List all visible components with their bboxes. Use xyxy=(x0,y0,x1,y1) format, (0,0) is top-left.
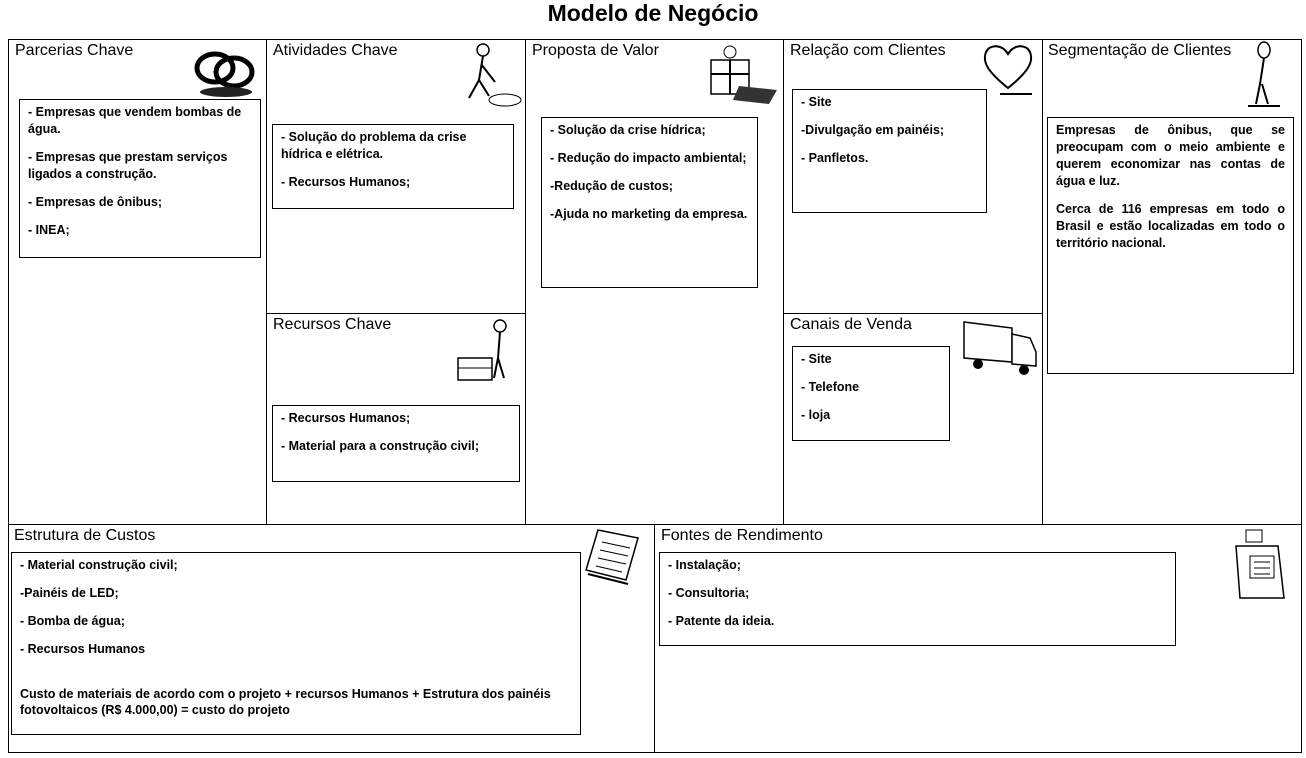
list-item: - Empresas de ônibus; xyxy=(28,195,163,209)
list-item: - Recursos Humanos; xyxy=(281,175,411,189)
page-title: Modelo de Negócio xyxy=(547,0,759,26)
cash-register-icon xyxy=(1228,526,1298,606)
heading-segmentacao: Segmentação de Clientes xyxy=(1048,42,1232,59)
list-item: - Patente da ideia. xyxy=(668,614,775,628)
canais-box xyxy=(792,346,950,441)
list-item: - Empresas que prestam serviços ligados a construção. xyxy=(28,150,228,181)
list-item: -Redução de custos; xyxy=(550,179,673,193)
divider xyxy=(8,752,1302,753)
list-item: - Recursos Humanos; xyxy=(281,411,411,425)
list-item: - Solução da crise hídrica; xyxy=(550,123,706,137)
list-item: - Telefone xyxy=(801,380,860,394)
heart-icon xyxy=(980,40,1040,98)
list-item: - Panfletos. xyxy=(801,151,869,165)
list-item: - Solução do problema da crise hídrica e elétrica. xyxy=(281,130,467,161)
divider xyxy=(1301,39,1302,753)
heading-recursos: Recursos Chave xyxy=(273,316,392,333)
document-pages-icon xyxy=(582,526,652,586)
heading-custos: Estrutura de Custos xyxy=(14,527,156,544)
proposta-box xyxy=(541,117,758,288)
divider xyxy=(266,39,267,525)
list-item: Empresas de ônibus, que se preocupam com o meio ambiente e querem economizar nas contas de água e luz. xyxy=(1056,123,1285,188)
list-item: - INEA; xyxy=(28,223,70,237)
heading-relacao: Relação com Clientes xyxy=(790,42,946,59)
divider xyxy=(525,39,526,525)
list-item: - Instalação; xyxy=(668,558,741,572)
divider xyxy=(8,39,1302,40)
divider xyxy=(8,524,1302,525)
worker-digging-icon xyxy=(455,42,525,110)
person-standing-icon xyxy=(1244,40,1300,110)
heading-parcerias: Parcerias Chave xyxy=(15,42,134,59)
list-item: - Empresas que vendem bombas de água. xyxy=(28,105,242,136)
relacao-box xyxy=(792,89,987,213)
cost-note: Custo de materiais de acordo com o projeto + recursos Humanos + Estrutura dos painéis fotovoltaicos (R$ 4.000,00) = custo do projeto xyxy=(20,687,551,717)
divider xyxy=(266,313,525,314)
chain-links-icon xyxy=(190,42,260,100)
segmentacao-box xyxy=(1047,117,1294,374)
list-item: - Site xyxy=(801,352,832,366)
list-item: - loja xyxy=(801,408,831,422)
heading-atividades: Atividades Chave xyxy=(273,42,398,59)
divider xyxy=(783,39,784,525)
list-item: Cerca de 116 empresas em todo o Brasil e estão localizadas em todo o território nacional. xyxy=(1056,202,1285,250)
list-item: - Material construção civil; xyxy=(20,558,178,572)
list-item: - Bomba de água; xyxy=(20,614,125,628)
divider xyxy=(654,524,655,753)
divider xyxy=(1042,39,1043,525)
divider xyxy=(783,313,1042,314)
list-item: - Redução do impacto ambiental; xyxy=(550,151,747,165)
list-item: - Material para a construção civil; xyxy=(281,439,479,453)
worker-with-materials-icon xyxy=(452,318,522,393)
delivery-truck-icon xyxy=(960,318,1040,380)
list-item: -Ajuda no marketing da empresa. xyxy=(550,207,748,221)
fontes-box xyxy=(659,552,1176,646)
recursos-box xyxy=(272,405,520,482)
heading-fontes: Fontes de Rendimento xyxy=(661,527,823,544)
atividades-box xyxy=(272,124,514,209)
list-item: - Site xyxy=(801,95,832,109)
gift-box-icon xyxy=(705,42,780,108)
list-item: -Painéis de LED; xyxy=(20,586,119,600)
list-item: - Recursos Humanos xyxy=(20,642,146,656)
parcerias-box xyxy=(19,99,261,258)
custos-box xyxy=(11,552,581,735)
list-item: -Divulgação em painéis; xyxy=(801,123,945,137)
heading-proposta: Proposta de Valor xyxy=(532,42,659,59)
heading-canais: Canais de Venda xyxy=(790,316,912,333)
divider xyxy=(8,39,9,753)
list-item: - Consultoria; xyxy=(668,586,750,600)
